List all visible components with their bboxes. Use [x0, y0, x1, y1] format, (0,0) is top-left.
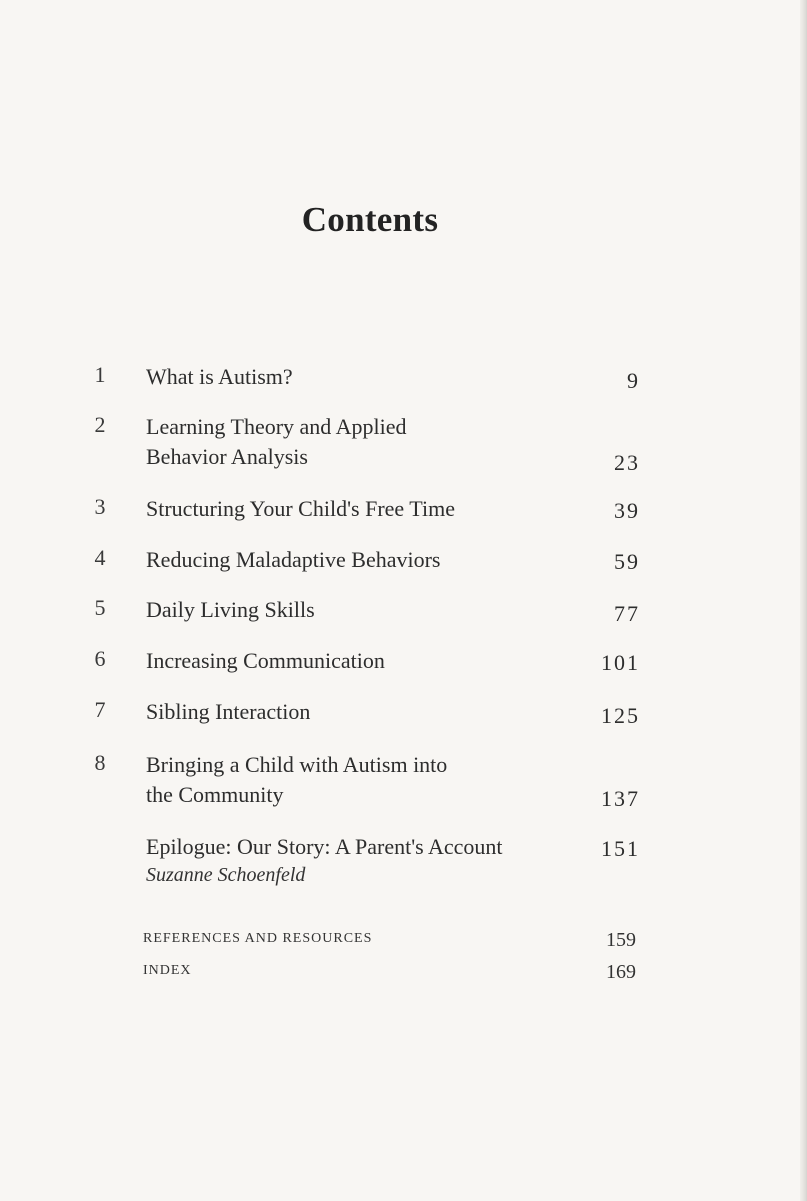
back-matter-page: 169	[606, 961, 636, 983]
chapter-title-line1: Learning Theory and Applied	[146, 414, 407, 439]
epilogue-title: Epilogue: Our Story: A Parent's Account	[146, 834, 503, 859]
page-edge	[800, 0, 807, 1201]
chapter-title: Increasing Communication	[146, 648, 385, 673]
chapter-title-line2: the Community	[146, 782, 284, 807]
chapter-title: Sibling Interaction	[146, 699, 311, 724]
chapter-title: What is Autism?	[146, 364, 293, 389]
chapter-number: 8	[94, 750, 106, 775]
page-title: Contents	[301, 200, 439, 239]
chapter-title: Reducing Maladaptive Behaviors	[146, 547, 441, 572]
chapter-page: 9	[627, 368, 640, 393]
chapter-page: 137	[601, 786, 640, 811]
chapter-title-line1: Bringing a Child with Autism into	[146, 752, 448, 777]
chapter-page: 59	[614, 549, 640, 574]
chapter-page: 39	[614, 498, 640, 523]
chapter-number: 3	[94, 494, 106, 519]
epilogue-author: Suzanne Schoenfeld	[146, 864, 306, 886]
chapter-page: 23	[614, 450, 640, 475]
chapter-number: 1	[94, 362, 106, 387]
chapter-number: 6	[94, 646, 106, 671]
chapter-number: 4	[94, 545, 106, 570]
chapter-page: 77	[614, 601, 640, 626]
chapter-title: Daily Living Skills	[146, 597, 315, 622]
chapter-page: 125	[601, 703, 640, 728]
chapter-number: 5	[94, 595, 106, 620]
back-matter-label: REFERENCES AND RESOURCES	[143, 931, 373, 946]
epilogue-page: 151	[601, 836, 640, 861]
chapter-title-line2: Behavior Analysis	[146, 444, 308, 469]
back-matter-page: 159	[606, 929, 636, 951]
chapter-title: Structuring Your Child's Free Time	[146, 496, 455, 521]
back-matter-label: INDEX	[143, 963, 192, 978]
chapter-number: 2	[94, 412, 106, 437]
chapter-number: 7	[94, 697, 106, 722]
chapter-page: 101	[601, 650, 640, 675]
